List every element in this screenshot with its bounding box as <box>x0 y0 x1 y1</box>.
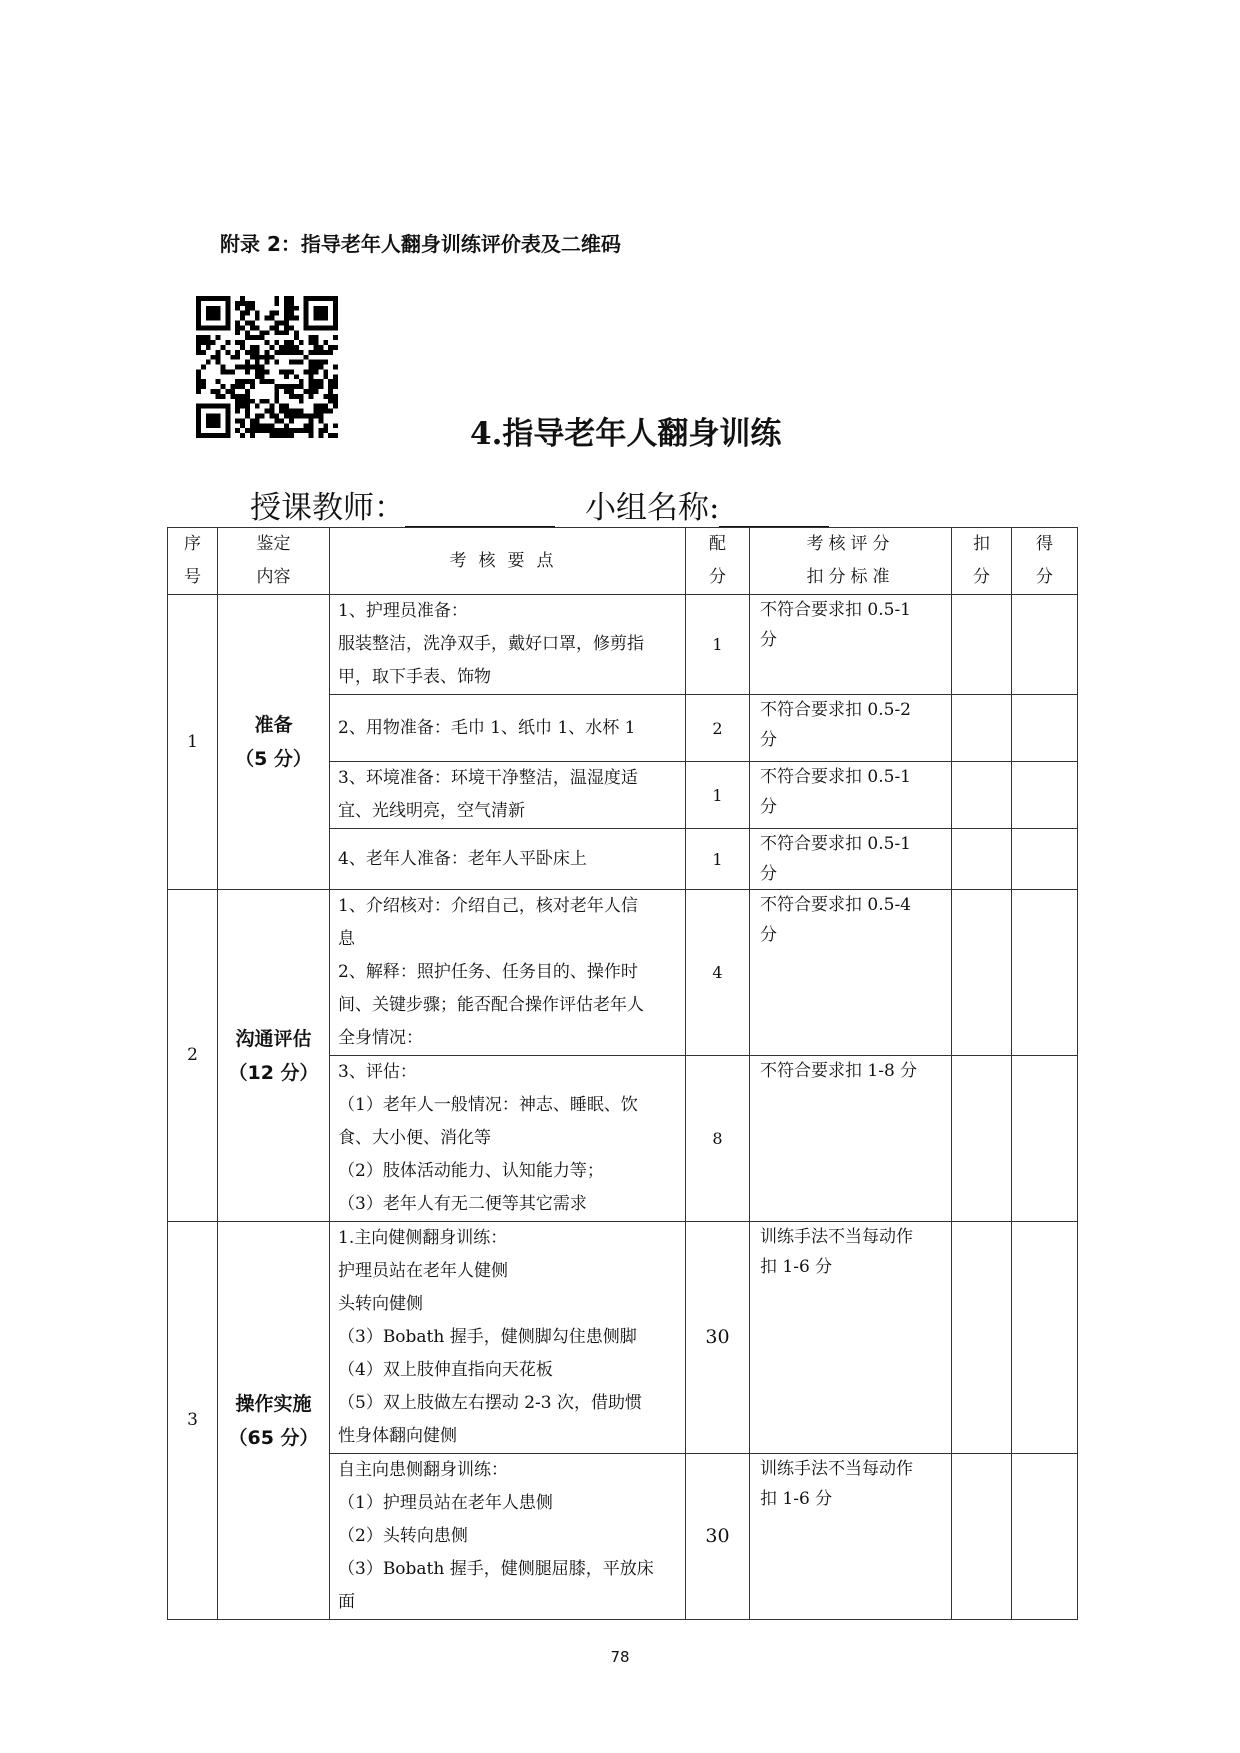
deduction-criteria <box>750 1056 952 1222</box>
point-line: 护理员站在老年人健侧 <box>338 1261 508 1281</box>
item-score: 1 <box>686 595 750 695</box>
table-row <box>168 1222 1078 1454</box>
point-line: 甲，取下手表、饰物 <box>338 667 491 687</box>
point-line: 1.主向健侧翻身训练： <box>338 1228 508 1248</box>
section-number: 3 <box>168 1222 218 1620</box>
header-criteria: 考核评分 扣分标准 <box>750 528 952 595</box>
assessment-points <box>330 890 686 1056</box>
point-line: （3）Bobath 握手，健侧腿屈膝，平放床 <box>338 1559 654 1579</box>
assessment-points <box>330 1056 686 1222</box>
section-title: 沟通评估 <box>235 1027 312 1050</box>
criteria-line: 不符合要求扣 0.5-4 <box>760 895 911 915</box>
point-line: （1）护理员站在老年人患侧 <box>338 1493 553 1513</box>
point-line: （3）Bobath 握手，健侧脚勾住患侧脚 <box>338 1327 637 1347</box>
section-name <box>218 1222 330 1620</box>
item-score: 1 <box>686 762 750 829</box>
criteria-line: 不符合要求扣 1-8 分 <box>760 1061 918 1081</box>
table-header-row <box>168 528 1078 595</box>
point-line: 息 <box>338 929 355 949</box>
deduct-cell <box>952 695 1012 762</box>
criteria-line: 不符合要求扣 0.5-1 <box>760 600 911 620</box>
deduct-cell <box>952 829 1012 890</box>
point-line: 2、用物准备：毛巾 1、纸巾 1、水杯 1 <box>338 717 636 738</box>
got-cell <box>1012 762 1078 829</box>
item-score: 4 <box>686 890 750 1056</box>
deduct-cell <box>952 1222 1012 1454</box>
section-score: （12 分） <box>228 1061 319 1084</box>
header-score: 配 分 <box>686 528 750 595</box>
deduct-cell <box>952 890 1012 1056</box>
header-got: 得 分 <box>1012 528 1078 595</box>
point-line: 3、评估： <box>338 1062 417 1082</box>
section-score: （5 分） <box>235 748 312 770</box>
criteria-line: 扣 1-6 分 <box>760 1489 833 1509</box>
point-line: （1）老年人一般情况：神志、睡眠、饮 <box>338 1095 638 1115</box>
table-row <box>168 890 1078 1056</box>
criteria-line: 分 <box>760 730 777 750</box>
header-content: 鉴定 内容 <box>218 528 330 595</box>
point-line: （2）肢体活动能力、认知能力等； <box>338 1161 604 1181</box>
document-title: 4.指导老年人翻身训练 <box>470 416 782 452</box>
deduction-criteria <box>750 695 952 762</box>
point-line: 1、介绍核对：介绍自己，核对老年人信 <box>338 896 638 916</box>
criteria-line: 分 <box>760 864 777 884</box>
deduct-cell <box>952 762 1012 829</box>
assessment-points <box>330 695 686 762</box>
point-line: 服装整洁，洗净双手，戴好口罩，修剪指 <box>338 634 644 654</box>
criteria-line: 不符合要求扣 0.5-2 <box>760 700 911 720</box>
assessment-points <box>330 1222 686 1454</box>
section-name <box>218 595 330 890</box>
got-cell <box>1012 1454 1078 1620</box>
section-number: 1 <box>168 595 218 890</box>
criteria-line: 不符合要求扣 0.5-1 <box>760 834 911 854</box>
deduct-cell <box>952 595 1012 695</box>
point-line: 自主向患侧翻身训练： <box>338 1460 508 1480</box>
section-score: （65 分） <box>228 1426 319 1449</box>
got-cell <box>1012 695 1078 762</box>
criteria-line: 不符合要求扣 0.5-1 <box>760 767 911 787</box>
point-line: 2、解释：照护任务、任务目的、操作时 <box>338 962 638 982</box>
got-cell <box>1012 1056 1078 1222</box>
section-number: 2 <box>168 890 218 1222</box>
criteria-line: 扣 1-6 分 <box>760 1257 833 1277</box>
deduction-criteria <box>750 1454 952 1620</box>
point-line: 宜、光线明亮，空气清新 <box>338 801 525 821</box>
point-line: 1、护理员准备： <box>338 601 468 621</box>
item-score: 2 <box>686 695 750 762</box>
assessment-points <box>330 1454 686 1620</box>
table-row <box>168 595 1078 695</box>
teacher-blank <box>405 496 555 527</box>
page-number: 78 <box>610 1648 630 1666</box>
point-line: 3、环境准备：环境干净整洁，温湿度适 <box>338 768 638 788</box>
point-line: 面 <box>338 1592 355 1612</box>
deduction-criteria <box>750 1222 952 1454</box>
got-cell <box>1012 829 1078 890</box>
assessment-points <box>330 595 686 695</box>
header-points: 考核要点 <box>330 528 686 595</box>
got-cell <box>1012 1222 1078 1454</box>
assessment-points <box>330 829 686 890</box>
point-line: （5）双上肢做左右摆动 2-3 次，借助惯 <box>338 1393 642 1413</box>
deduction-criteria <box>750 890 952 1056</box>
point-line: （3）老年人有无二便等其它需求 <box>338 1194 587 1214</box>
point-line: 头转向健侧 <box>338 1294 423 1314</box>
evaluation-table <box>167 527 1078 1620</box>
group-blank <box>719 496 829 527</box>
point-line: （2）头转向患侧 <box>338 1526 468 1546</box>
point-line: 全身情况： <box>338 1028 423 1048</box>
item-score: 30 <box>686 1222 750 1454</box>
criteria-line: 训练手法不当每动作 <box>760 1459 913 1479</box>
group-label: 小组名称: <box>585 490 720 526</box>
header-deduct: 扣 分 <box>952 528 1012 595</box>
teacher-label: 授课教师： <box>250 490 405 526</box>
section-title: 操作实施 <box>235 1392 312 1415</box>
deduct-cell <box>952 1056 1012 1222</box>
teacher-group-line <box>250 482 829 527</box>
item-score: 8 <box>686 1056 750 1222</box>
deduct-cell <box>952 1454 1012 1620</box>
point-line: 4、老年人准备：老年人平卧床上 <box>338 848 587 869</box>
header-seq: 序 号 <box>168 528 218 595</box>
point-line: 性身体翻向健侧 <box>338 1426 457 1446</box>
assessment-points <box>330 762 686 829</box>
point-line: （4）双上肢伸直指向天花板 <box>338 1360 553 1380</box>
got-cell <box>1012 890 1078 1056</box>
qr-code-image <box>196 296 338 438</box>
deduction-criteria <box>750 762 952 829</box>
appendix-heading: 附录 2：指导老年人翻身训练评价表及二维码 <box>220 232 621 256</box>
section-name <box>218 890 330 1222</box>
deduction-criteria <box>750 595 952 695</box>
deduction-criteria <box>750 829 952 890</box>
criteria-line: 分 <box>760 925 777 945</box>
got-cell <box>1012 595 1078 695</box>
point-line: 间、关键步骤；能否配合操作评估老年人 <box>338 995 644 1015</box>
criteria-line: 分 <box>760 630 777 650</box>
item-score: 30 <box>686 1454 750 1620</box>
item-score: 1 <box>686 829 750 890</box>
criteria-line: 分 <box>760 797 777 817</box>
criteria-line: 训练手法不当每动作 <box>760 1227 913 1247</box>
point-line: 食、大小便、消化等 <box>338 1128 491 1148</box>
section-title: 准备 <box>254 714 293 736</box>
